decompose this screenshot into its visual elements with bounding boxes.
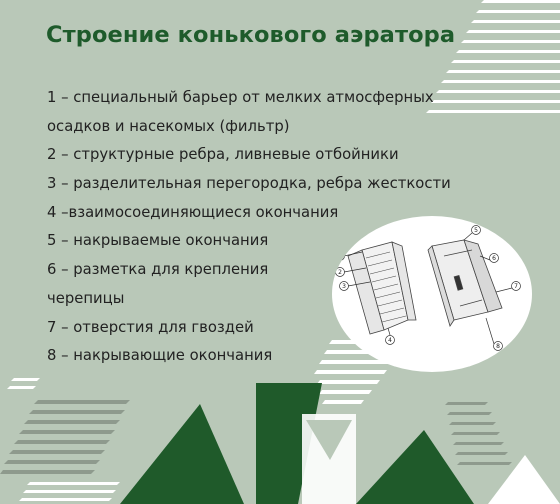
- list-item: 2 – структурные ребра, ливневые отбойники: [47, 146, 399, 164]
- list-item: осадков и насекомых (фильтр): [47, 117, 290, 135]
- list-item: 4 –взаимосоединяющиеся окончания: [47, 203, 339, 221]
- aerator-diagram: [332, 216, 532, 372]
- dark-green-triangle-left: [120, 404, 244, 504]
- bottom-left-white-stripes: [7, 378, 120, 501]
- bottom-left-stripes: [0, 400, 130, 474]
- list-item: 6 – разметка для крепления: [47, 261, 269, 279]
- bottom-right-stripes: [445, 402, 512, 465]
- callout-6: 6: [492, 255, 496, 262]
- list-item: 5 – накрываемые окончания: [47, 232, 269, 250]
- list-item: черепицы: [47, 289, 125, 307]
- callout-7: 7: [514, 283, 518, 290]
- list-item: 7 – отверстия для гвоздей: [47, 318, 254, 336]
- callout-3: 3: [342, 283, 346, 290]
- callout-4: 4: [388, 337, 392, 344]
- list-item: 3 – разделительная перегородка, ребра жесткости: [47, 175, 451, 193]
- list-item: 8 – накрывающие окончания: [47, 347, 273, 365]
- aerator-left-view: [348, 242, 416, 334]
- callout-8: 8: [496, 343, 500, 350]
- dark-green-triangle-right: [356, 430, 474, 504]
- aerator-right-view: [428, 240, 502, 326]
- callout-2: 2: [338, 269, 342, 276]
- page-title: Строение конькового аэратора: [46, 22, 456, 48]
- callout-1: 1: [338, 253, 342, 260]
- list-item: 1 – специальный барьер от мелких атмосферных: [47, 89, 434, 106]
- callout-5: 5: [474, 227, 478, 234]
